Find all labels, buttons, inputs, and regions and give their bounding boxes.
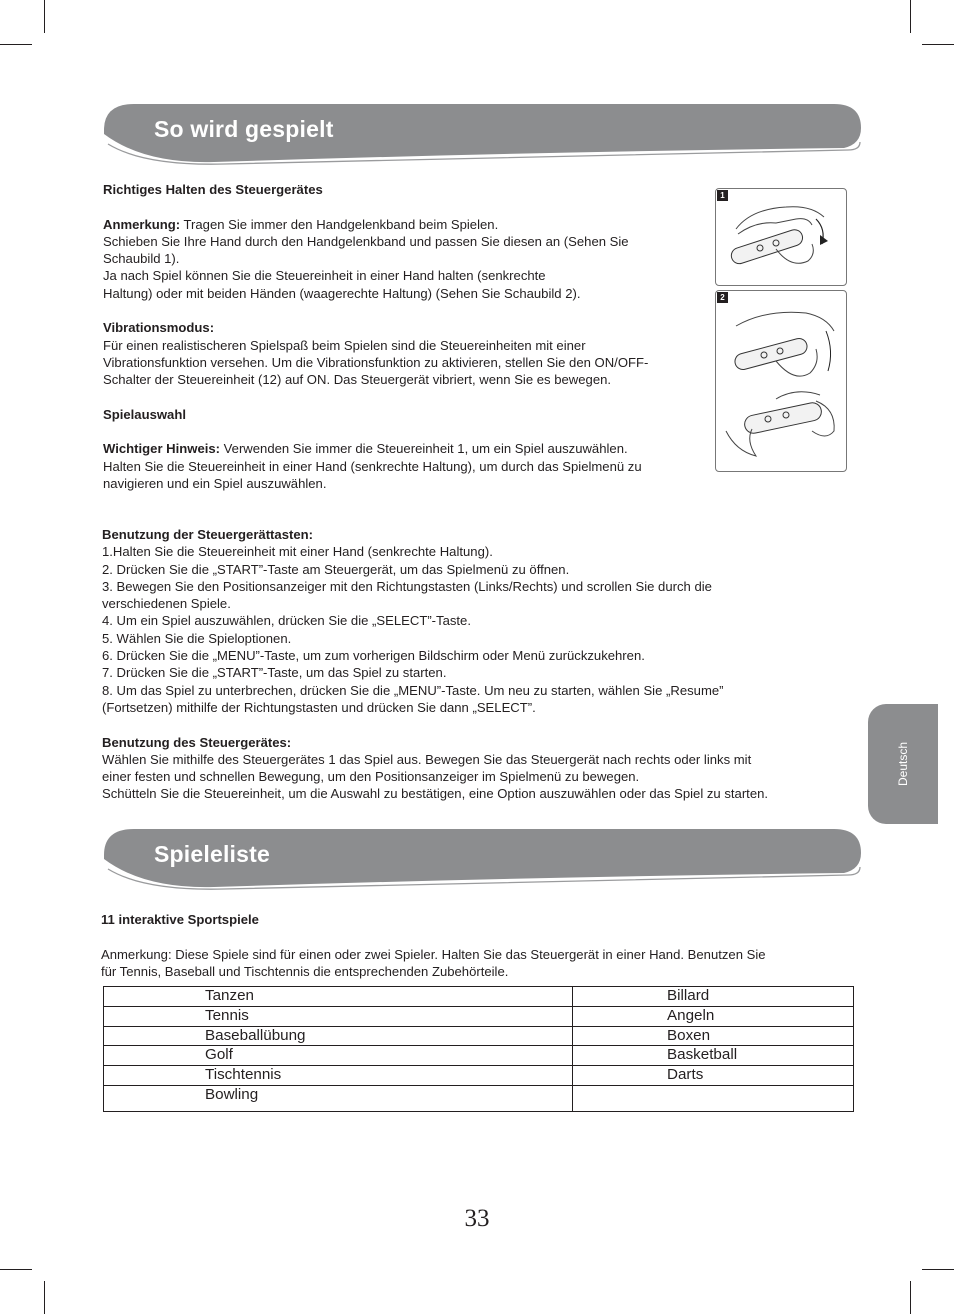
games-table bbox=[103, 986, 854, 1112]
text-line: für Tennis, Baseball und Tischtennis die entsprechenden Zubehörteile. bbox=[101, 963, 509, 979]
crop-mark bbox=[0, 1269, 32, 1270]
controller-usage-heading: Benutzung des Steuergerätes: bbox=[102, 734, 292, 750]
text-line: Wählen Sie mithilfe des Steuergerätes 1 das Spiel aus. Bewegen Sie das Steuergerät nach rechts oder links mit bbox=[102, 751, 752, 767]
note-text: Tragen Sie immer den Handgelenkband beim Spielen. bbox=[180, 216, 499, 232]
text-line: Ja nach Spiel können Sie die Steuereinheit in einer Hand halten (senkrechte bbox=[103, 268, 546, 284]
text-line: Vibrationsfunktion versehen. Um die Vibrationsfunktion zu aktivieren, stellen Sie den ON/OFF- bbox=[103, 354, 649, 370]
table-row bbox=[104, 987, 854, 1007]
text-line: Für einen realistischeren Spielspaß beim Spielen sind die Steuereinheiten mit einer bbox=[103, 337, 586, 353]
text-line: 7. Drücken Sie die „START”-Taste, um das Spiel zu starten. bbox=[102, 665, 447, 681]
text-line: 5. Wählen Sie die Spieloptionen. bbox=[102, 630, 292, 646]
vibration-heading: Vibrationsmodus: bbox=[103, 320, 215, 336]
hand-controller-drawing bbox=[716, 189, 846, 285]
text-line: einer festen und schnellen Bewegung, um den Positionsanzeiger im Spielmenü zu bewegen. bbox=[102, 769, 640, 785]
hands-controller-drawing bbox=[716, 291, 846, 471]
figure-number: 1 bbox=[717, 190, 728, 201]
table-row bbox=[104, 1085, 854, 1111]
text-line: Schütteln Sie die Steuereinheit, um die Auswahl zu bestätigen, eine Option auszuwählen oder das Spiel zu starten. bbox=[102, 786, 769, 802]
table-row bbox=[104, 1006, 854, 1026]
table-cell: Darts bbox=[573, 1066, 854, 1086]
section-title: Spieleliste bbox=[154, 841, 270, 867]
games-section bbox=[101, 911, 861, 980]
text-line: Schieben Sie Ihre Hand durch den Handgelenkband und passen Sie diesen an (Sehen Sie bbox=[103, 233, 629, 249]
crop-mark bbox=[910, 0, 911, 33]
buttons-usage-section bbox=[102, 526, 862, 803]
language-tab bbox=[868, 704, 938, 824]
crop-mark bbox=[0, 44, 32, 45]
illustration-2 bbox=[715, 290, 847, 472]
text-line: 3. Bewegen Sie den Positionsanzeiger mit den Richtungstasten (Links/Rechts) und scrollen Sie durch die bbox=[102, 578, 712, 594]
text-line: Anmerkung: Diese Spiele sind für einen oder zwei Spieler. Halten Sie das Steuergerät in einer Hand. Benutzen Sie bbox=[101, 946, 766, 962]
figure-number: 2 bbox=[717, 292, 728, 303]
text-line: 6. Drücken Sie die „MENU”-Taste, um zum vorherigen Bildschirm oder Menü zurückzukehren. bbox=[102, 648, 645, 664]
page-number: 33 bbox=[464, 1205, 490, 1232]
holding-note bbox=[103, 216, 713, 233]
text-line: 2. Drücken Sie die „START”-Taste am Steuergerät, um das Spielmenü zu öffnen. bbox=[102, 561, 570, 577]
table-cell: Tanzen bbox=[104, 987, 573, 1007]
crop-mark bbox=[44, 1281, 45, 1314]
text-line: Schalter der Steuereinheit (12) auf ON. Das Steuergerät vibriert, wenn Sie es bewegen. bbox=[103, 372, 612, 388]
table-cell: Basketball bbox=[573, 1046, 854, 1066]
table-cell bbox=[573, 1085, 854, 1111]
table-cell: Golf bbox=[104, 1046, 573, 1066]
hint-text: Verwenden Sie immer die Steuereinheit 1, um ein Spiel auszuwählen. bbox=[220, 441, 628, 457]
games-heading: 11 interaktive Sportspiele bbox=[101, 912, 259, 927]
text-line: Haltung) oder mit beiden Händen (waagerechte Haltung) (Sehen Sie Schaubild 2). bbox=[103, 285, 581, 301]
text-line: 8. Um das Spiel zu unterbrechen, drücken Sie die „MENU”-Taste. Um neu zu starten, wählen Sie „Resume” bbox=[102, 682, 724, 698]
text-line: 1.Halten Sie die Steuereinheit mit einer Hand (senkrechte Haltung). bbox=[102, 544, 493, 560]
text-line: verschiedenen Spiele. bbox=[102, 596, 231, 612]
table-cell: Billard bbox=[573, 987, 854, 1007]
crop-mark bbox=[910, 1281, 911, 1314]
text-line: Schaubild 1). bbox=[103, 251, 180, 267]
crop-mark bbox=[922, 1269, 954, 1270]
note-label: Anmerkung: bbox=[103, 216, 181, 232]
text-line: (Fortsetzen) mithilfe der Richtungstasten und drücken Sie dann „SELECT”. bbox=[102, 699, 536, 715]
illustration-1 bbox=[715, 188, 847, 286]
table-row bbox=[104, 1026, 854, 1046]
crop-mark bbox=[922, 44, 954, 45]
section-banner bbox=[104, 825, 862, 915]
selection-hint bbox=[103, 440, 713, 457]
buttons-usage-heading: Benutzung der Steuergerättasten: bbox=[102, 527, 313, 542]
table-row bbox=[104, 1066, 854, 1086]
table-cell: Angeln bbox=[573, 1006, 854, 1026]
holding-heading: Richtiges Halten des Steuergerätes bbox=[103, 182, 323, 197]
table-cell: Boxen bbox=[573, 1026, 854, 1046]
selection-heading: Spielauswahl bbox=[103, 406, 186, 422]
text-line: navigieren und ein Spiel auszuwählen. bbox=[103, 476, 327, 492]
section-title: So wird gespielt bbox=[154, 116, 334, 142]
hint-label: Wichtiger Hinweis: bbox=[103, 441, 221, 457]
table-cell: Baseballübung bbox=[104, 1026, 573, 1046]
table-cell: Tischtennis bbox=[104, 1066, 573, 1086]
text-line: Halten Sie die Steuereinheit in einer Hand (senkrechte Haltung), um durch das Spielmenü zu bbox=[103, 458, 642, 474]
holding-section bbox=[103, 181, 713, 492]
text-line: 4. Um ein Spiel auszuwählen, drücken Sie die „SELECT”-Taste. bbox=[102, 613, 471, 629]
language-tab-label: Deutsch bbox=[896, 741, 910, 787]
crop-mark bbox=[44, 0, 45, 33]
table-cell: Tennis bbox=[104, 1006, 573, 1026]
table-cell: Bowling bbox=[104, 1085, 573, 1111]
table-row bbox=[104, 1046, 854, 1066]
section-banner bbox=[104, 100, 862, 190]
